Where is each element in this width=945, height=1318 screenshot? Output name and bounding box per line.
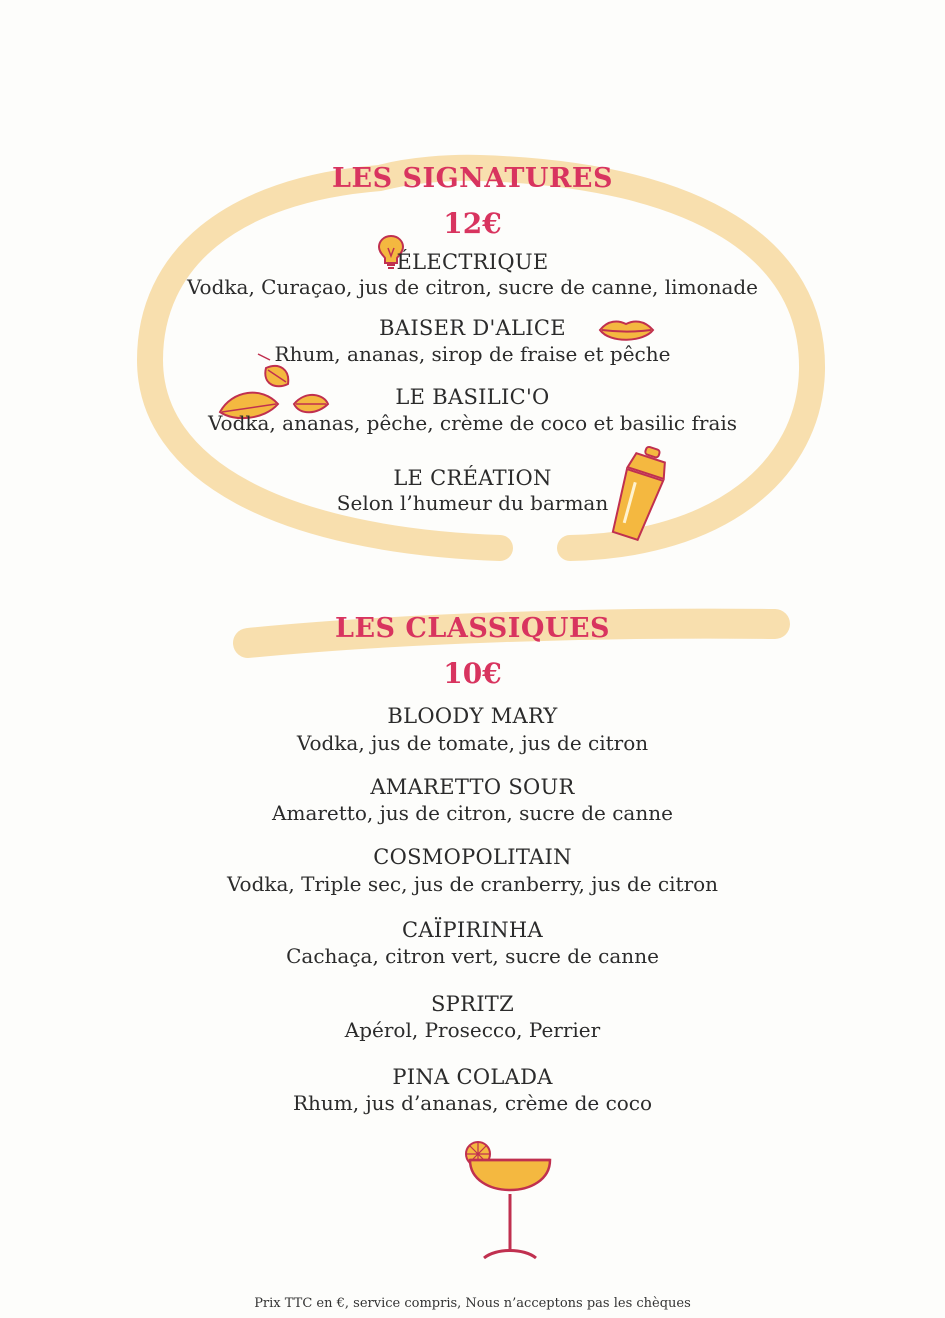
item-desc-amaretto-sour: Amaretto, jus de citron, sucre de canne [272, 801, 673, 825]
item-desc-le-creation: Selon l’humeur du barman [336, 491, 609, 515]
item-desc-bloody-mary: Vodka, jus de tomate, jus de citron [296, 731, 649, 755]
classiques-title: LES CLASSIQUES [334, 613, 611, 644]
item-desc-cosmopolitain: Vodka, Triple sec, jus de cranberry, jus de citron [226, 872, 719, 896]
classiques-price: 10€ [443, 657, 502, 690]
item-name-amaretto-sour: AMARETTO SOUR [370, 775, 575, 799]
item-desc-pina-colada: Rhum, jus d’ananas, crème de coco [292, 1091, 653, 1115]
cocktail-glass-icon [466, 1142, 550, 1258]
item-name-electrique: ÉLECTRIQUE [396, 250, 549, 274]
item-name-bloody-mary: BLOODY MARY [387, 704, 558, 728]
item-desc-le-basilico: Vodka, ananas, pêche, crème de coco et basilic frais [207, 411, 738, 435]
item-name-le-basilico: LE BASILIC'O [395, 385, 550, 409]
item-name-cosmopolitain: COSMOPOLITAIN [373, 845, 572, 869]
item-desc-baiser-dalice: Rhum, ananas, sirop de fraise et pêche [274, 342, 671, 366]
item-desc-electrique: Vodka, Curaçao, jus de citron, sucre de canne, limonade [186, 275, 759, 299]
signatures-price: 12€ [443, 207, 502, 240]
footer-note: Prix TTC en €, service compris, Nous n’acceptons pas les chèques [254, 1296, 691, 1311]
item-desc-spritz: Apérol, Prosecco, Perrier [344, 1018, 601, 1042]
item-desc-caipirinha: Cachaça, citron vert, sucre de canne [286, 944, 659, 968]
item-name-le-creation: LE CRÉATION [393, 466, 552, 490]
item-name-baiser-dalice: BAISER D'ALICE [379, 316, 566, 340]
signatures-title: LES SIGNATURES [332, 163, 613, 194]
item-name-caipirinha: CAÏPIRINHA [402, 918, 543, 942]
item-name-spritz: SPRITZ [430, 992, 515, 1016]
item-name-pina-colada: PINA COLADA [392, 1065, 553, 1089]
